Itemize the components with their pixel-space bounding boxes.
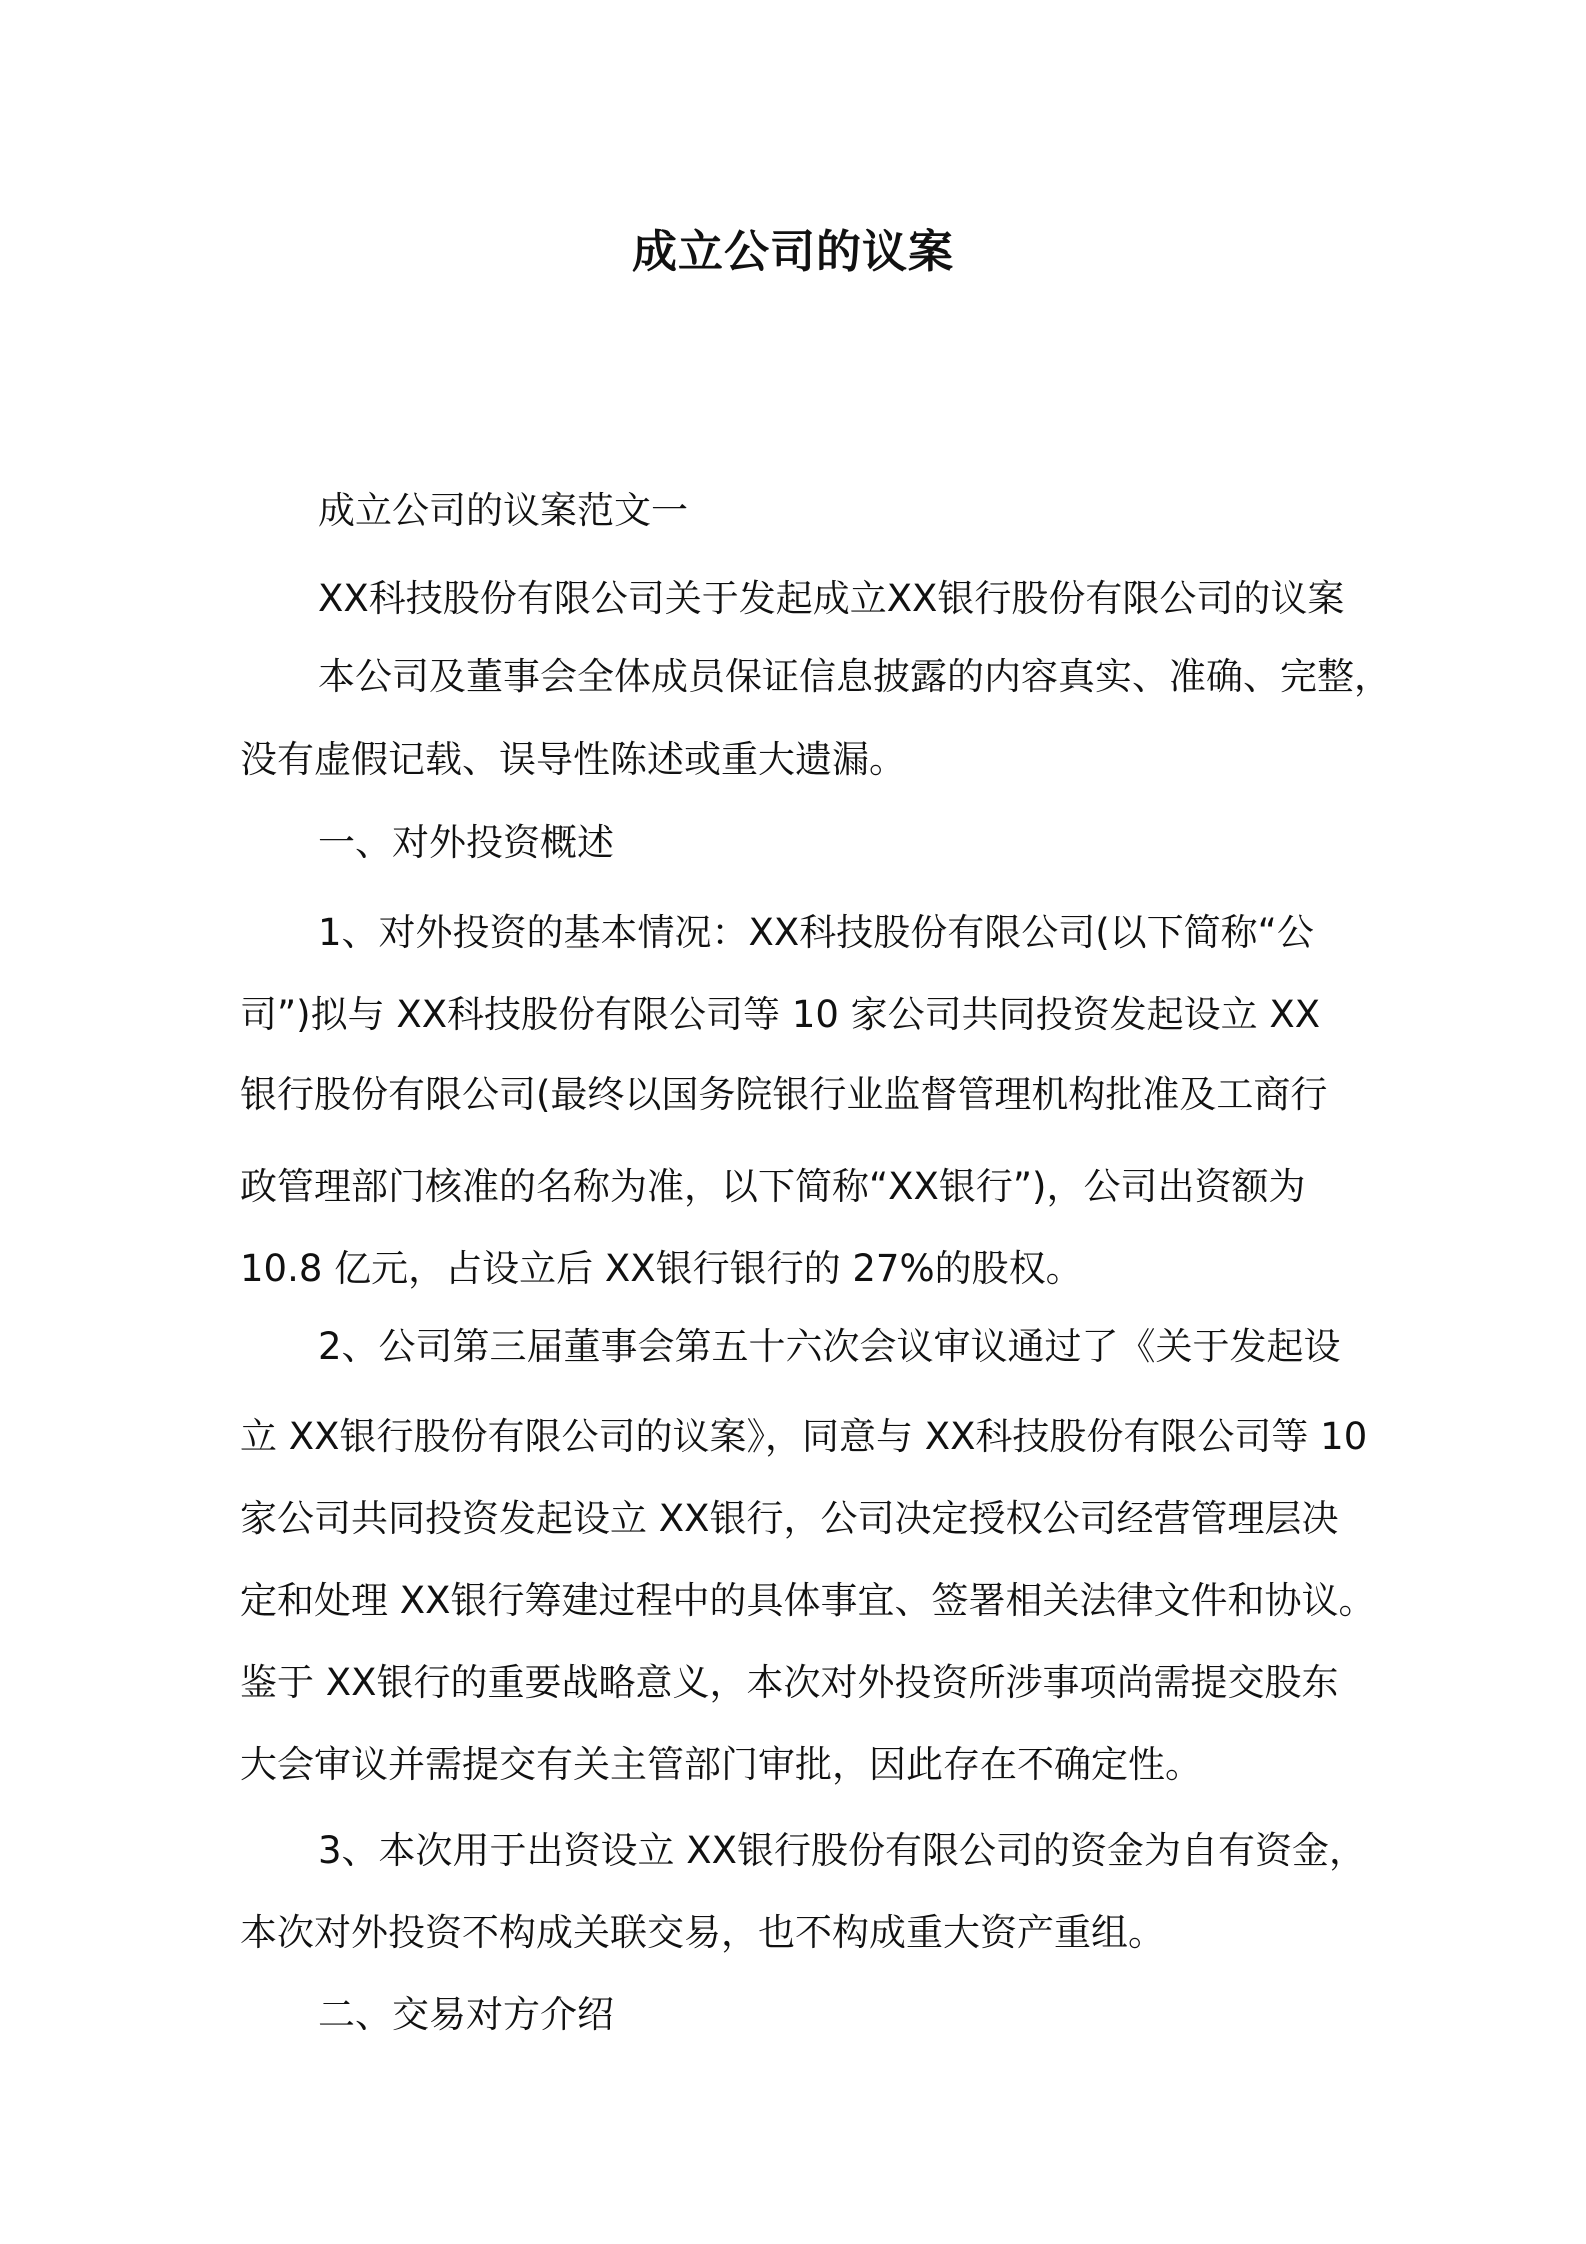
paragraph-line: 1、对外投资的基本情况：XX科技股份有限公司(以下简称“公	[318, 911, 1314, 954]
section-heading-1: 一、对外投资概述	[318, 821, 614, 864]
section-heading-2: 二、交易对方介绍	[318, 1993, 614, 2036]
paragraph-line: 立 XX银行股份有限公司的议案》，同意与 XX科技股份有限公司等 10	[240, 1415, 1368, 1458]
paragraph-line: 鉴于 XX银行的重要战略意义，本次对外投资所涉事项尚需提交股东	[240, 1661, 1339, 1704]
paragraph-line: 10.8 亿元，占设立后 XX银行银行的 27%的股权。	[240, 1247, 1083, 1290]
proposal-heading: XX科技股份有限公司关于发起成立XX银行股份有限公司的议案	[318, 577, 1345, 620]
paragraph-line: 3、本次用于出资设立 XX银行股份有限公司的资金为自有资金，	[318, 1829, 1366, 1872]
paragraph-line: 定和处理 XX银行筹建过程中的具体事宜、签署相关法律文件和协议。	[240, 1579, 1376, 1622]
paragraph-line: 大会审议并需提交有关主管部门审批，因此存在不确定性。	[240, 1743, 1202, 1786]
paragraph-line: 2、公司第三届董事会第五十六次会议审议通过了《关于发起设	[318, 1325, 1341, 1368]
document-title: 成立公司的议案	[631, 225, 954, 278]
paragraph-line: 本公司及董事会全体成员保证信息披露的内容真实、准确、完整，	[318, 655, 1391, 698]
paragraph-line: 家公司共同投资发起设立 XX银行，公司决定授权公司经营管理层决	[240, 1497, 1339, 1540]
paragraph-line: 本次对外投资不构成关联交易，也不构成重大资产重组。	[240, 1911, 1165, 1954]
paragraph-line: 司”)拟与 XX科技股份有限公司等 10 家公司共同投资发起设立 XX	[240, 993, 1321, 1036]
paragraph-line: 政管理部门核准的名称为准，以下简称“XX银行”)，公司出资额为	[240, 1165, 1306, 1208]
paragraph-line: 没有虚假记载、误导性陈述或重大遗漏。	[240, 738, 906, 781]
subtitle-line: 成立公司的议案范文一	[318, 489, 688, 532]
paragraph-line: 银行股份有限公司(最终以国务院银行业监督管理机构批准及工商行	[240, 1073, 1328, 1116]
